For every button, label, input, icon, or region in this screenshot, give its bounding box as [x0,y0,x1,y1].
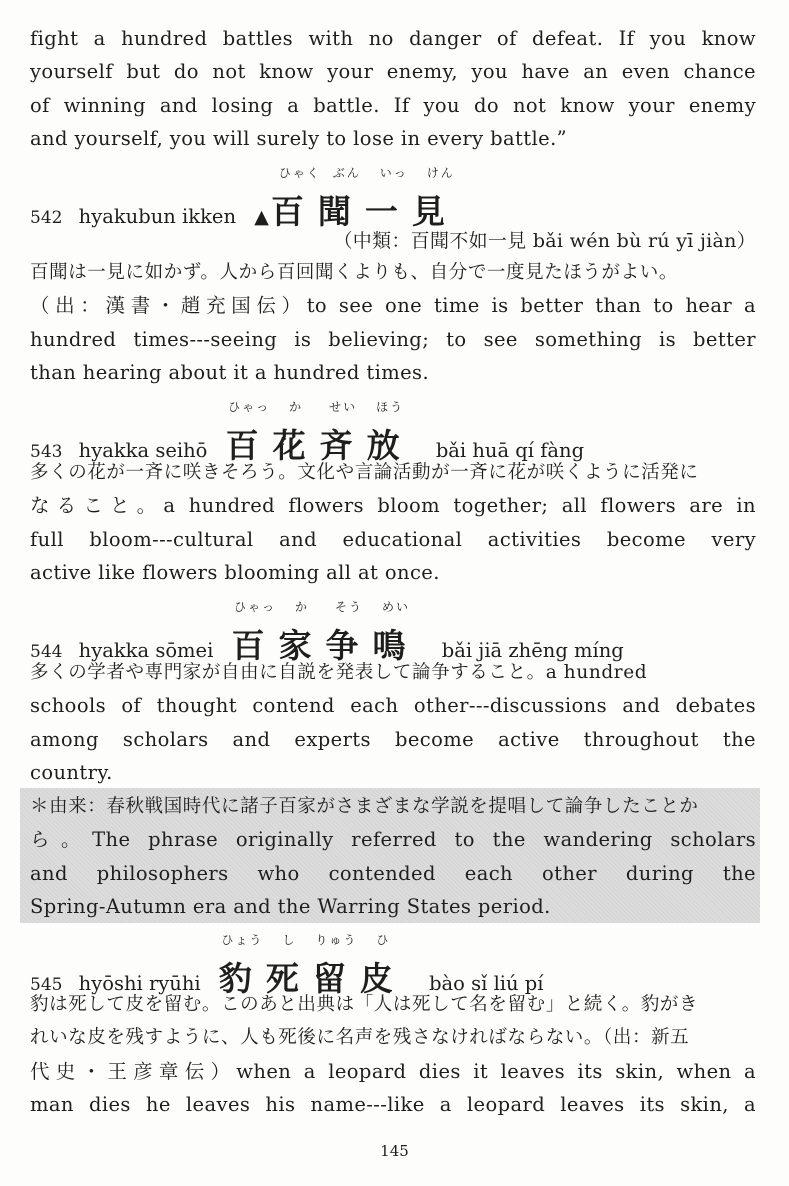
furigana-char: いっ [379,166,408,180]
entry-romaji: hyakka seihō [78,439,208,462]
text-line: than hearing about it a hundred times. [30,361,430,385]
text-line: man dies he leaves his name---like a leopard leaves its skin, a [30,1093,756,1117]
text-line: （出：漢書・趙充国伝）to see one time is better than to hear a [30,294,756,318]
text-line: なること。a hundred flowers bloom together; all flowers are in [30,494,756,518]
entry-number: 544 [30,642,63,662]
origin-note [30,790,756,924]
entry-furigana [232,598,420,615]
text-line: 百聞は一見に如かず。人から百回聞くよりも、自分で一度見たほうがよい。 [30,262,678,283]
furigana-char: か [289,400,304,414]
text-line: country. [30,761,113,785]
text-line: of winning and losing a battle. If you do not know your enemy [30,93,756,117]
furigana-char: ひゃっ [234,600,277,614]
entry-number: 545 [30,975,63,995]
text-line: yourself but do not know your enemy, you have an even chance [30,60,756,84]
entry-kanji: 百家争鳴 [231,626,420,665]
text-line: and philosophers who contended each other during the [30,861,756,885]
page-number: 145 [380,1142,409,1160]
entry-romaji: hyōshi ryūhi [78,972,201,995]
text-line: Spring-Autumn era and the Warring States period. [30,895,551,919]
furigana-char: ぶん [332,166,361,180]
entry-pinyin: bǎi jiā zhēng míng [441,639,624,662]
entry-furigana [276,164,464,181]
entry-pinyin: bào sǐ liú pí [429,972,544,995]
furigana-char: ひょう [221,933,264,947]
furigana-char: か [295,600,310,614]
text-line: 豹は死して皮を留む。このあと出典は「人は死して名を留む」と続く。豹がき [30,994,699,1015]
text-line: fight a hundred battles with no danger of defeat. If you know [30,27,756,50]
text-line: 多くの学者や専門家が自由に自説を発表して論争すること。a hundred [30,662,648,683]
entry-kanji: 百聞一見 [270,192,459,231]
entry-542-body [30,256,756,390]
entry-furigana [226,398,414,415]
intro-paragraph [30,22,756,156]
entry-kanji: 百花斉放 [225,426,414,465]
furigana-char: ひ [376,933,391,947]
furigana-char: りゅう [315,933,358,947]
text-line: among scholars and experts become active throughout the [30,727,756,751]
furigana-char: けん [426,166,455,180]
text-line: ら。The phrase originally referred to the wandering scholars [30,828,756,852]
entry-pinyin: bǎi huā qí fàng [435,439,585,462]
entry-number: 542 [30,208,63,228]
furigana-char: せい [329,400,358,414]
text-line: full bloom---cultural and educational activities become very [30,527,756,551]
furigana-char: し [282,933,297,947]
entry-kanji: 豹死留皮 [218,959,407,998]
text-line: ＊由来：春秋戦国時代に諸子百家がさまざまな学説を提唱して論争したことか [30,796,699,817]
entry-544-body [30,656,756,790]
entry-542-chinese-ref: （中類：百聞不如一見 bǎi wén bù rú yī jiàn） [333,230,756,252]
text-line: hundred times---seeing is believing; to see something is better [30,327,756,351]
furigana-char: ひゃく [278,166,321,180]
furigana-char: そう [335,600,364,614]
text-line: schools of thought contend each other---discussions and debates [30,694,756,718]
text-line: and yourself, you will surely to lose in every battle.” [30,127,568,151]
furigana-char: ひゃっ [228,400,271,414]
entry-545-body [30,988,756,1122]
entry-number: 543 [30,442,63,462]
entry-543-body [30,456,756,590]
furigana-char: ほう [376,400,405,414]
furigana-char: めい [382,600,411,614]
triangle-marker-icon: ▲ [254,206,269,228]
text-line: 代史・王彦章伝）when a leopard dies it leaves its skin, when a [30,1059,756,1083]
entry-furigana [219,931,407,948]
entry-romaji: hyakubun ikken [78,205,236,228]
text-line: れいな皮を残すように、人も死後に名声を残さなければならない。（出：新五 [30,1027,690,1049]
text-line: 多くの花が一斉に咲きそろう。文化や言論活動が一斉に花が咲くように活発に [30,462,699,483]
entry-romaji: hyakka sōmei [78,639,214,662]
text-line: active like flowers blooming all at once. [30,561,440,585]
